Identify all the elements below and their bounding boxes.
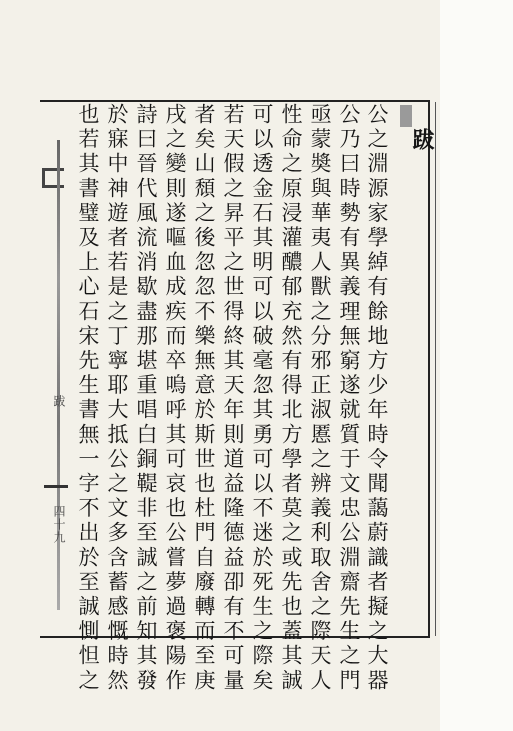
text-column-8: 戌之變則遂嘔血成疾而卒嗚呼其可哀也公嘗夢過褒陽作 <box>163 103 187 694</box>
text-column-9: 詩曰晉代風流消歇盡那堪重唱白銅鞮非至誠之前知其發 <box>134 103 158 694</box>
section-heading: 跋 <box>409 128 435 150</box>
text-column-2: 公乃曰時勢有異義理無窮遂就質于文忠公淵齋先生之門 <box>337 103 361 694</box>
text-column-4: 性命之原浸灌醲郁充然有得北方學者莫之或先也蓋其誠 <box>279 103 303 694</box>
text-column-11: 也若其書璧及上心石宋先生書無一字不出於至誠惻怛之 <box>76 103 100 694</box>
frame-inner-rule <box>435 102 436 636</box>
gutter-section-label: 跋 <box>52 395 66 407</box>
heading-mark <box>400 105 412 127</box>
text-column-10: 於寐中神遊者若是之丁寧耶大抵公之文多含蓄感慨時然 <box>105 103 129 694</box>
gutter-page-number: 四十九 <box>52 505 66 544</box>
text-column-3: 亟蒙奬與華夷人獸之分邪正淑慝之辨義利取舍之際天人 <box>308 103 332 694</box>
text-column-1: 公之淵源家學綽有餘地方少年時令聞藹蔚識者擬之大器 <box>365 103 389 694</box>
text-column-6: 若天假之昇平之世得終其天年則道益隆德益卲有不可量 <box>221 103 245 694</box>
text-column-7: 者矣山頹之後忽忽不樂無意於斯世也杜門自廢轉而至庚 <box>192 103 216 694</box>
text-column-5: 可以透金石其明可以破毫忽其勇可以不迷於死生之際矣 <box>250 103 274 694</box>
page-margin <box>440 0 513 731</box>
